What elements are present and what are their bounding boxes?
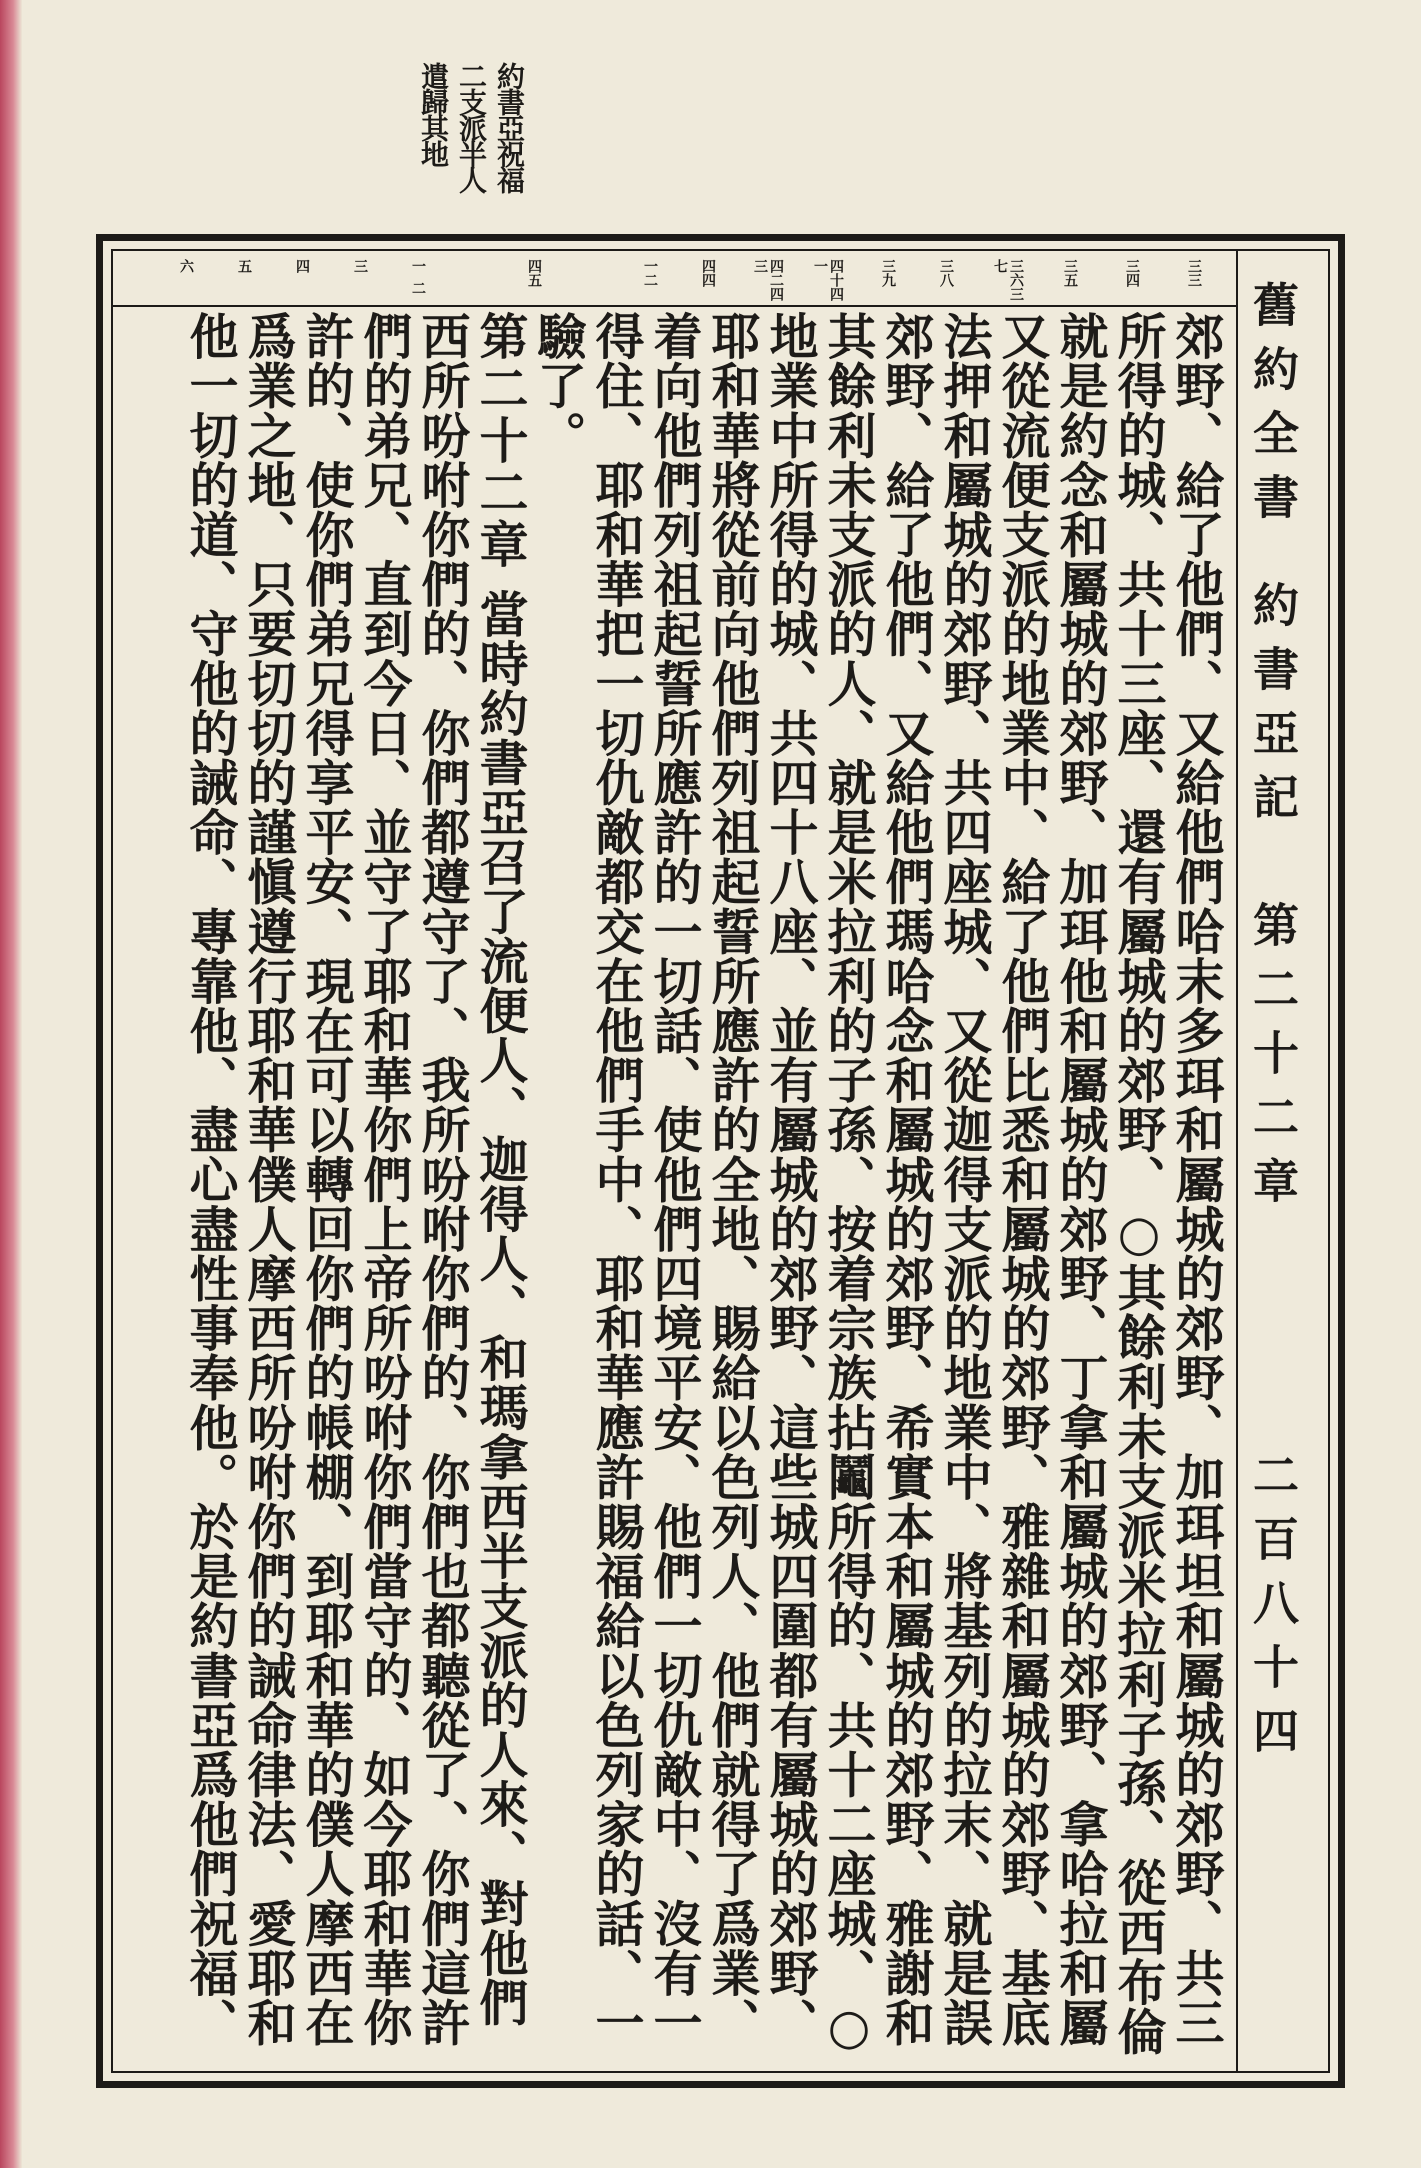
text-column: 西所吩咐你們的、你們都遵守了、我所吩咐你們的、你們也都聽從了、你們這許 — [414, 311, 472, 2047]
text-column-body: 當時約書亞召了流便人、迦得人、和瑪拿西半支派的人來、對他們 — [472, 588, 530, 2028]
text-column: 許的、使你們弟兄得享平安、現在可以轉回你們的帳棚、到耶和華的僕人摩西在 — [298, 311, 356, 2047]
verse-number-row — [113, 251, 1238, 307]
verse-number: 四十四一 — [812, 259, 844, 301]
verse-number: 一 — [410, 259, 426, 273]
verse-number: 四五 — [526, 259, 542, 287]
verse-number: 四二四三 — [752, 259, 784, 301]
book-name: 約書亞記 — [1246, 581, 1300, 837]
text-column: 着向他們列祖起誓所應許的一切話、使他們四境平安、他們一切仇敵中、沒有一 — [646, 311, 704, 2047]
text-column: 又從流便支派的地業中、給了他們比悉和屬城的郊野、雅雜和屬城的郊野、基底 — [994, 311, 1052, 2047]
verse-number: 三 — [352, 259, 368, 273]
book-page — [22, 0, 1421, 2168]
verse-number: 三九 — [880, 259, 896, 287]
verse-number: 四四 — [700, 259, 716, 287]
verse-number: 四 — [294, 259, 310, 273]
chapter-label: 第二十二章 — [1246, 901, 1300, 1221]
margin-note-line: 約書亞祝福 — [493, 62, 526, 192]
text-column: 他一切的道、守他的誡命、專靠他、盡心盡性事奉他。於是約書亞爲他們祝福、 — [182, 311, 240, 2047]
text-column: 所得的城、共十三座、還有屬城的郊野、○其餘利未支派米拉利子孫、從西布倫 — [1110, 311, 1168, 2056]
running-header — [1236, 251, 1328, 2071]
verse-number: 三八 — [938, 259, 954, 287]
verse-number: 一二 — [642, 259, 658, 287]
text-column: 得住、耶和華把一切仇敵都交在他們手中、耶和華應許賜福給以色列家的話、一 — [588, 311, 646, 2047]
book-edge — [0, 0, 22, 2168]
chapter-heading-column — [472, 311, 530, 2063]
chapter-heading: 第二十二章 — [472, 311, 530, 571]
text-column: 驗了。 — [530, 311, 588, 460]
text-frame-inner — [111, 249, 1330, 2073]
verse-number: 三六三七 — [992, 259, 1024, 301]
text-column: 其餘利未支派的人、就是米拉利的子孫、按着宗族拈鬮所得的、共十二座城、○ — [820, 311, 878, 2056]
text-frame — [96, 234, 1345, 2088]
book-title: 舊約全書 — [1246, 281, 1300, 537]
margin-note — [417, 62, 525, 232]
verse-number: 二 — [410, 281, 426, 295]
margin-note-line: 二支派半人 — [455, 62, 488, 192]
text-column: 郊野、給了他們、又給他們瑪哈念和屬城的郊野、希實本和屬城的郊野、雅謝和 — [878, 311, 936, 2047]
margin-note-line: 遣歸其地 — [417, 62, 450, 166]
verse-number: 三四 — [1124, 259, 1140, 287]
verse-number: 六 — [178, 259, 194, 273]
text-column: 法押和屬城的郊野、共四座城、又從迦得支派的地業中、將基列的拉末、就是誤 — [936, 311, 994, 2047]
page-number: 二百八十四 — [1246, 1451, 1300, 1771]
text-column: 耶和華將從前向他們列祖起誓所應許的全地、賜給以色列人、他們就得了爲業、 — [704, 311, 762, 2047]
text-column: 就是約念和屬城的郊野、加珥他和屬城的郊野、丁拿和屬城的郊野、拿哈拉和屬 — [1052, 311, 1110, 2047]
text-column: 爲業之地、只要切切的謹愼遵行耶和華僕人摩西所吩咐你們的誡命律法、愛耶和 — [240, 311, 298, 2047]
text-columns — [121, 311, 1230, 2063]
text-column: 郊野、給了他們、又給他們哈末多珥和屬城的郊野、加珥坦和屬城的郊野、共三 — [1168, 311, 1226, 2047]
text-column: 地業中所得的城、共四十八座、並有屬城的郊野、這些城四圍都有屬城的郊野、 — [762, 311, 820, 2047]
text-column: 們的弟兄、直到今日、並守了耶和華你們上帝所吩咐你們當守的、如今耶和華你 — [356, 311, 414, 2047]
verse-number: 三三 — [1186, 259, 1202, 287]
verse-number: 三五 — [1062, 259, 1078, 287]
verse-number: 五 — [236, 259, 252, 273]
